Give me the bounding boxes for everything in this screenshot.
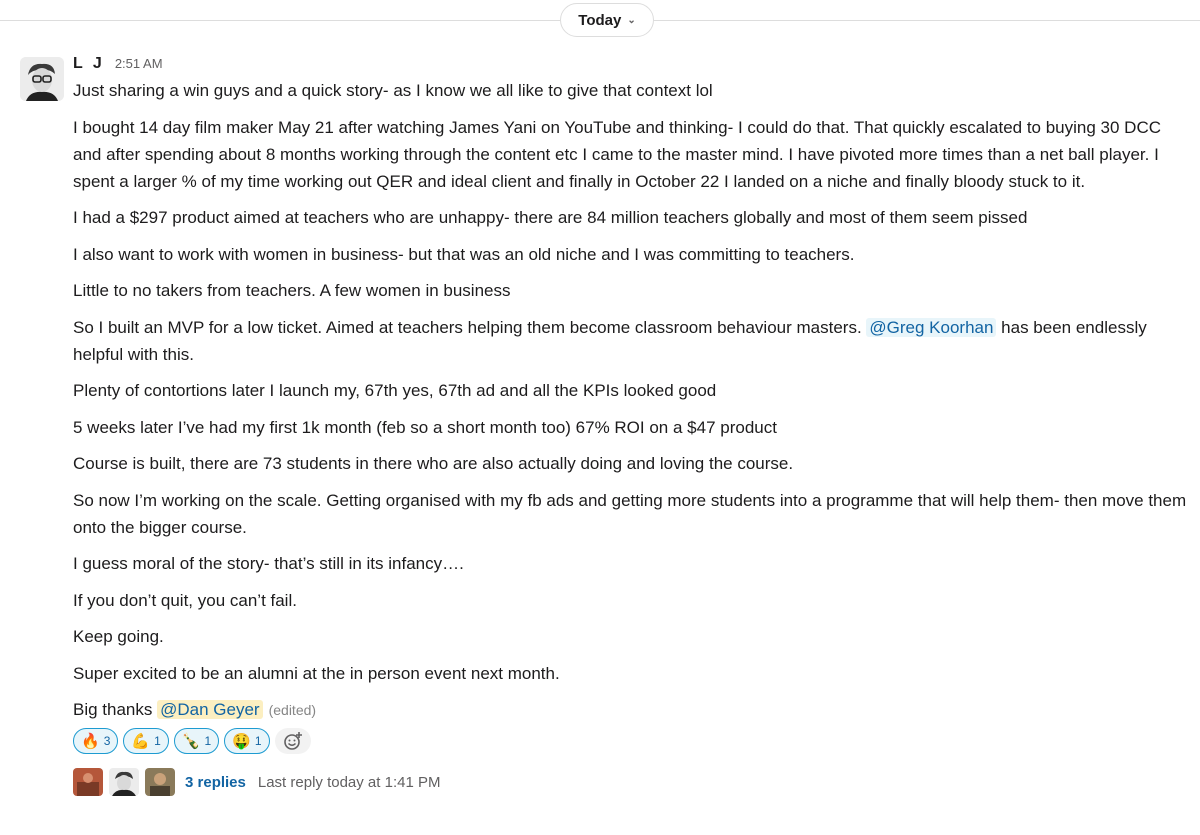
add-emoji-icon: [283, 731, 303, 751]
money-face-emoji-icon: 🤑: [232, 732, 251, 750]
message-paragraph: I also want to work with women in business- but that was an old niche and I was committing to teachers.: [73, 244, 855, 264]
chevron-down-icon: ⌄: [627, 14, 636, 26]
message-paragraph: Plenty of contortions later I launch my, 67th yes, 67th ad and all the KPIs looked good: [73, 381, 717, 400]
message-paragraph: If you don’t quit, you can’t fail.: [73, 590, 297, 610]
message-paragraph: Course is built, there are 73 students in there who are also actually doing and loving the course.: [73, 454, 794, 473]
message-paragraph: I had a $297 product aimed at teachers who are unhappy- there are 84 million teachers globally and most of them seem pissed: [73, 208, 1028, 227]
last-reply-time: Last reply today at 1:41 PM: [257, 773, 441, 791]
reaction-money-face[interactable]: [224, 728, 269, 754]
user-mention-dan[interactable]: @Dan Geyer: [157, 700, 262, 719]
date-label: Today: [578, 11, 622, 29]
message-timestamp[interactable]: 2:51 AM: [114, 56, 163, 71]
message-paragraph: [73, 314, 1188, 368]
paragraph-text: has been endlessly helpful with this.: [73, 317, 1147, 364]
message-paragraph: Just sharing a win guys and a quick story- as I know we all like to give that context lol: [73, 81, 713, 100]
message-paragraph: Keep going.: [73, 627, 164, 646]
message-paragraph: I bought 14 day film maker May 21 after watching James Yani on YouTube and thinking- I could do that. That quickly escalated to buying 30 DCC and after spending about 8 months working through the content etc I came to the master mind. I have pivoted more times than a net ball player. I spent a larger % of my time working out QER and ideal client and finally in October 22 I landed on a niche and finally bloody stuck to it.: [73, 117, 1162, 191]
reply-avatar: [145, 768, 175, 796]
thread-replies-link[interactable]: 3 replies: [185, 773, 246, 791]
reply-avatar: [109, 768, 139, 796]
user-mention-greg[interactable]: @Greg Koorhan: [866, 318, 996, 337]
date-divider: [0, 0, 1200, 40]
thread-summary[interactable]: [73, 768, 1188, 796]
reaction-champagne[interactable]: [174, 728, 219, 754]
message-paragraph: Little to no takers from teachers. A few women in business: [73, 281, 511, 300]
reactions-bar: [73, 728, 1188, 756]
reaction-fire[interactable]: [73, 728, 118, 754]
champagne-emoji-icon: 🍾: [181, 732, 201, 750]
reply-avatar: [73, 768, 103, 796]
muscle-emoji-icon: 💪: [131, 732, 151, 750]
reaction-count: 1: [254, 734, 262, 748]
author-name[interactable]: L J: [73, 55, 105, 72]
message-paragraph: Super excited to be an alumni at the in person event next month.: [73, 663, 560, 683]
paragraph-text: Big thanks: [73, 700, 158, 719]
reaction-count: 1: [204, 734, 212, 748]
reaction-count: 3: [103, 734, 111, 748]
message-paragraph: 5 weeks later I’ve had my first 1k month (feb so a short month too) 67% ROI on a $47 product: [73, 417, 777, 437]
add-reaction-button[interactable]: [275, 728, 311, 754]
message-body: [73, 77, 1188, 724]
avatar[interactable]: [20, 57, 64, 101]
message-paragraph: [73, 696, 1188, 724]
fire-emoji-icon: 🔥: [81, 732, 100, 750]
reaction-muscle[interactable]: [123, 728, 168, 754]
paragraph-text: So I built an MVP for a low ticket. Aimed at teachers helping them become classroom behaviour masters.: [73, 317, 867, 337]
message-paragraph: I guess moral of the story- that’s still in its infancy….: [73, 554, 464, 573]
edited-label: (edited): [268, 702, 317, 718]
date-jump-button[interactable]: [560, 3, 654, 37]
message-paragraph: So now I’m working on the scale. Getting organised with my fb ads and getting more students into a programme that will help them- then move them onto the bigger course.: [73, 490, 1187, 537]
reaction-count: 1: [154, 734, 161, 748]
